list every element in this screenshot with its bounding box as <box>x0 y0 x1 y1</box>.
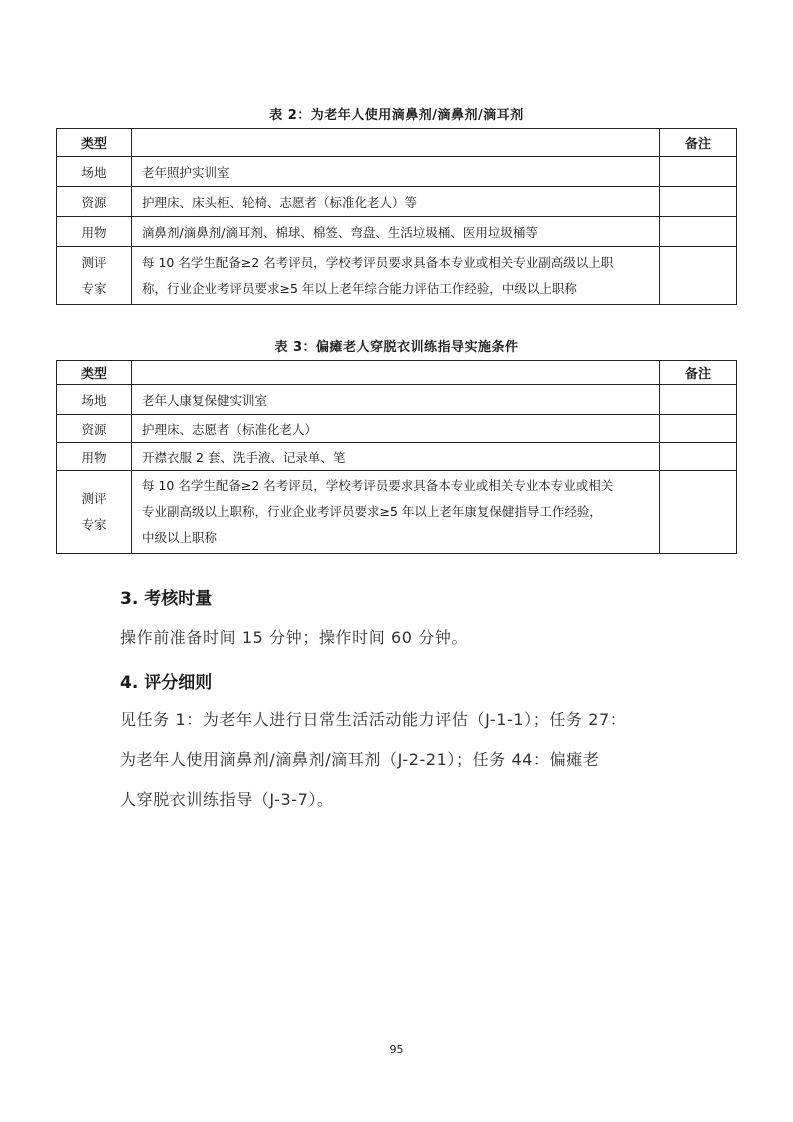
row-note <box>660 415 737 443</box>
header-note: 备注 <box>660 129 737 157</box>
row-type <box>57 247 132 305</box>
row-content-line: 每 10 名学生配备≥2 名考评员，学校考评员要求具备本专业或相关专业副高级以上职 <box>142 254 614 270</box>
row-content: 老年照护实训室 <box>132 157 660 187</box>
row-content-line: 专业副高级以上职称，行业企业考评员要求≥5 年以上老年康复保健指导工作经验， <box>142 504 602 519</box>
section4-text <box>120 700 700 820</box>
header-content <box>132 129 660 157</box>
table-row <box>57 247 737 305</box>
row-type: 用物 <box>57 217 132 247</box>
row-type: 用物 <box>57 443 132 471</box>
row-content: 老年人康复保健实训室 <box>132 385 660 415</box>
section4-heading: 4. 评分细则 <box>120 673 213 693</box>
section4-line: 见任务 1：为老年人进行日常生活活动能力评估（J-1-1）；任务 27： <box>120 710 627 729</box>
row-content <box>132 247 660 305</box>
row-type-line: 专家 <box>81 517 107 532</box>
table-row <box>57 385 737 415</box>
header-content <box>132 361 660 385</box>
row-content: 开襟衣服 2 套、洗手液、记录单、笔 <box>132 443 660 471</box>
row-content-line: 中级以上职称 <box>142 530 218 545</box>
row-content-line: 每 10 名学生配备≥2 名考评员，学校考评员要求具备本专业或相关专业本专业或相关 <box>142 478 614 493</box>
row-content-line: 称，行业企业考评员要求≥5 年以上老年综合能力评估工作经验，中级以上职称 <box>142 280 577 296</box>
header-type: 类型 <box>57 129 132 157</box>
table-row <box>57 443 737 471</box>
table-header-row <box>57 361 737 385</box>
table2-caption: 表 2：为老年人使用滴鼻剂/滴鼻剂/滴耳剂 <box>269 108 524 123</box>
table2 <box>56 128 737 305</box>
header-note: 备注 <box>660 361 737 385</box>
row-content <box>132 471 660 554</box>
row-type <box>57 471 132 554</box>
table-row <box>57 415 737 443</box>
section4-line: 人穿脱衣训练指导（J-3-7）。 <box>120 790 334 809</box>
table-row <box>57 187 737 217</box>
row-content: 滴鼻剂/滴鼻剂/滴耳剂、棉球、棉签、弯盘、生活垃圾桶、医用垃圾桶等 <box>132 217 660 247</box>
row-note <box>660 157 737 187</box>
table-header-row <box>57 129 737 157</box>
row-type-line: 测评 <box>81 254 107 270</box>
row-type-line: 测评 <box>81 491 107 506</box>
row-note <box>660 187 737 217</box>
row-note <box>660 217 737 247</box>
row-note <box>660 443 737 471</box>
row-note <box>660 385 737 415</box>
header-type: 类型 <box>57 361 132 385</box>
page-number: 95 <box>389 1043 404 1056</box>
row-content: 护理床、床头柜、轮椅、志愿者（标准化老人）等 <box>132 187 660 217</box>
row-type: 资源 <box>57 187 132 217</box>
row-type: 场地 <box>57 157 132 187</box>
table-row <box>57 471 737 554</box>
row-type: 资源 <box>57 415 132 443</box>
section3-heading: 3. 考核时量 <box>120 589 213 609</box>
row-note <box>660 471 737 554</box>
table3-caption: 表 3：偏瘫老人穿脱衣训练指导实施条件 <box>274 340 519 355</box>
row-type-line: 专家 <box>81 280 107 296</box>
table-row <box>57 157 737 187</box>
row-note <box>660 247 737 305</box>
row-type: 场地 <box>57 385 132 415</box>
table3 <box>56 360 737 554</box>
section3-text: 操作前准备时间 15 分钟；操作时间 60 分钟。 <box>120 628 469 647</box>
section4-line: 为老年人使用滴鼻剂/滴鼻剂/滴耳剂（J-2-21）；任务 44：偏瘫老 <box>120 750 600 769</box>
table-row <box>57 217 737 247</box>
row-content: 护理床、志愿者（标准化老人） <box>132 415 660 443</box>
